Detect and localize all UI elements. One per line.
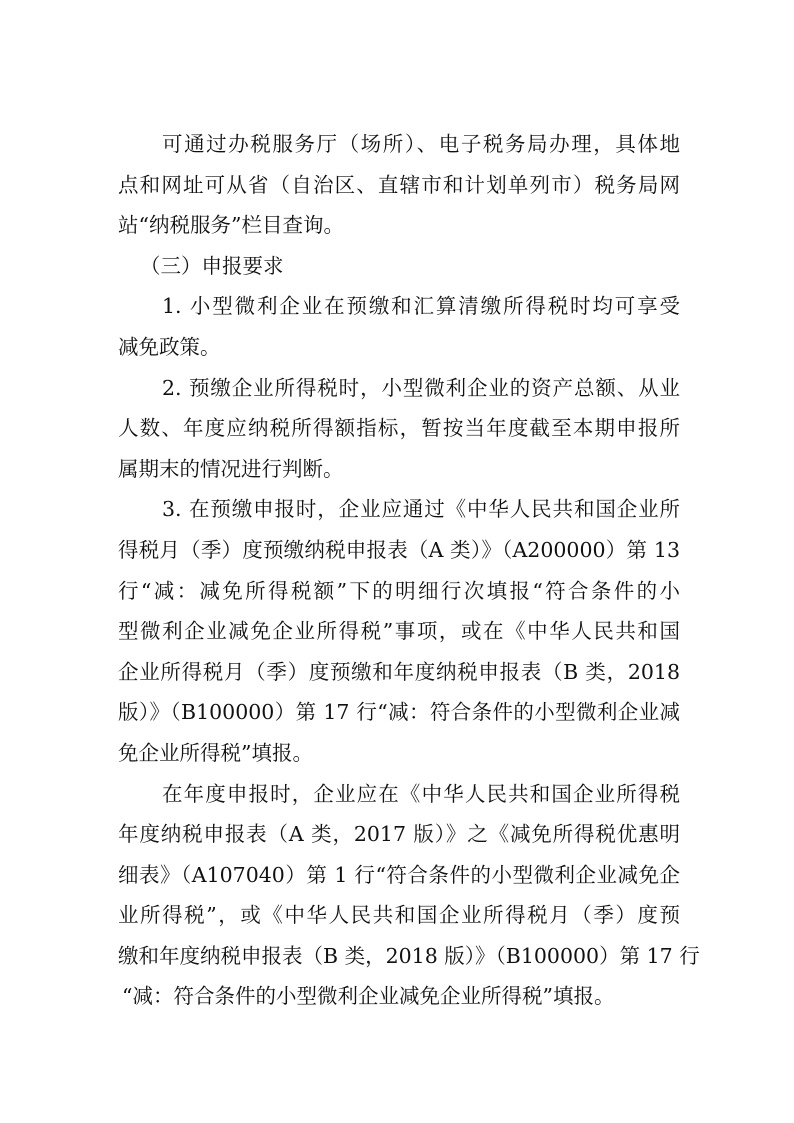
text-line: 3. 在预缴申报时，企业应通过《中华人民共和国企业所: [162, 497, 680, 522]
text-line: 在年度申报时，企业应在《中华人民共和国企业所得税: [162, 781, 680, 806]
text-line: 属期末的情况进行判断。: [118, 456, 344, 481]
text-line: 细表》（A107040）第 1 行“符合条件的小型微利企业减免企: [118, 862, 680, 887]
paragraph-where-to-handle: [118, 124, 680, 246]
section-heading-filing-requirements: [118, 246, 680, 287]
text-line: 缴和年度纳税申报表（B 类，2018 版）》（B100000）第 17 行: [118, 943, 700, 968]
paragraph-item-3: [118, 489, 680, 773]
text-line: 业所得税”，或《中华人民共和国企业所得税月（季）度预: [118, 903, 680, 928]
text-line: 人数、年度应纳税所得额指标，暂按当年度截至本期申报所: [118, 416, 680, 441]
text-line: 免企业所得税”填报。: [118, 740, 313, 765]
text-line: 减免政策。: [118, 334, 221, 359]
text-line: 年度纳税申报表（A 类，2017 版）》之《减免所得税优惠明: [118, 822, 680, 847]
text-line: “减：符合条件的小型微利企业减免企业所得税”填报。: [122, 984, 615, 1009]
text-line: 1. 小型微利企业在预缴和汇算清缴所得税时均可享受: [162, 294, 680, 319]
text-line: 2. 预缴企业所得税时，小型微利企业的资产总额、从业: [162, 375, 680, 400]
paragraph-annual-filing: [118, 774, 700, 1018]
text-line: 行“减：减免所得税额”下的明细行次填报“符合条件的小: [118, 578, 680, 603]
section-heading: （三）申报要求: [140, 253, 284, 278]
text-line: 站“纳税服务”栏目查询。: [118, 213, 344, 238]
text-line: 型微利企业减免企业所得税”事项，或在《中华人民共和国: [118, 619, 680, 644]
text-line: 可通过办税服务厅（场所）、电子税务局办理，具体地: [162, 132, 680, 156]
text-line: 得税月（季）度预缴纳税申报表（A 类）》（A200000）第 13: [118, 537, 680, 562]
paragraph-item-1: [118, 286, 680, 367]
text-line: 企业所得税月（季）度预缴和年度纳税申报表（B 类，2018: [118, 659, 680, 684]
text-line: 版）》（B100000）第 17 行“减：符合条件的小型微利企业减: [118, 700, 680, 725]
paragraph-item-2: [118, 368, 680, 490]
text-line: 点和网址可从省（自治区、直辖市和计划单列市）税务局网: [118, 172, 680, 197]
document-page: [118, 124, 700, 1017]
